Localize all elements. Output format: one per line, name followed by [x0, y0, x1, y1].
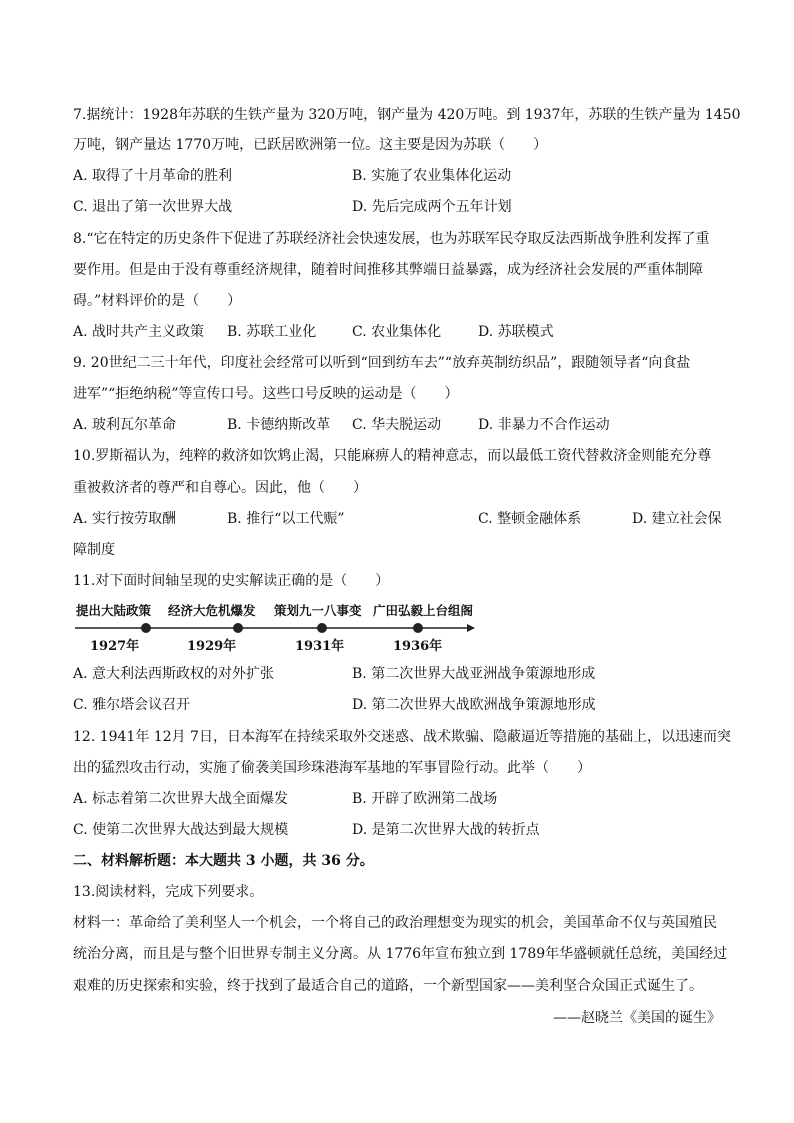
timeline-dot	[317, 623, 327, 633]
q8-stem-line2: 要作用。但是由于没有尊重经济规律，随着时间推移其弊端日益暴露，成为经济社会发展的严重体制障	[73, 262, 703, 278]
q7-option-c: C. 退出了第一次世界大战	[73, 199, 233, 215]
q8-option-b: B. 苏联工业化	[227, 324, 317, 340]
q9-option-c: C. 华夫脱运动	[352, 417, 442, 433]
q10-option-d-continued: 障制度	[73, 542, 115, 558]
q9-option-d: D. 非暴力不合作运动	[478, 417, 610, 433]
timeline-event-label: 广田弘毅上台组阁	[373, 603, 474, 618]
q10-option-c: C. 整顿金融体系	[478, 511, 582, 527]
q12-option-b: B. 开辟了欧洲第二战场	[352, 791, 498, 807]
timeline-event-label: 经济大危机爆发	[168, 603, 256, 618]
q11-option-c: C. 雅尔塔会议召开	[73, 697, 191, 713]
q11-option-b: B. 第二次世界大战亚洲战争策源地形成	[352, 666, 596, 682]
q7-option-b: B. 实施了农业集体化运动	[352, 168, 512, 184]
q10-option-a: A. 实行按劳取酬	[73, 511, 177, 527]
q12-option-a: A. 标志着第二次世界大战全面爆发	[73, 791, 289, 807]
q12-option-c: C. 使第二次世界大战达到最大规模	[73, 822, 289, 838]
q10-stem-line1: 10.罗斯福认为，纯粹的救济如饮鸩止渴，只能麻痹人的精神意志，而以最低工资代替救济金则能充分尊	[73, 448, 712, 464]
q13-material-line2: 统治分离，而且是与整个旧世界专制主义分离。从 1776年宣布独立到 1789年华盛顿就任总统，美国经过	[73, 946, 728, 962]
q13-material-line1: 材料一：革命给了美利坚人一个机会，一个将自己的政治理想变为现实的机会，美国革命不仅与英国殖民	[73, 915, 717, 931]
q10-option-b: B. 推行“以工代赈”	[227, 511, 345, 527]
timeline-event-label: 提出大陆政策	[76, 603, 152, 618]
q7-stem-line2: 万吨，钢产量达 1770万吨，已跃居欧洲第一位。这主要是因为苏联（ ）	[73, 137, 548, 153]
section-heading: 二、材料解析题：本大题共 3 小题，共 36 分。	[73, 853, 374, 869]
q9-stem-line2: 进军”“拒绝纳税”等宣传口号。这些口号反映的运动是（ ）	[73, 386, 459, 402]
timeline-year-label: 1931年	[295, 639, 345, 654]
q13-material-line3: 艰难的历史探索和实验，终于找到了最适合自己的道路，一个新型国家——美利坚合众国正式诞生了。	[73, 978, 703, 994]
timeline-event-label: 策划九一八事变	[274, 603, 362, 618]
q12-option-d: D. 是第二次世界大战的转折点	[352, 822, 540, 838]
q13-source-citation: ——赵晓兰《美国的诞生》	[553, 1010, 721, 1026]
timeline-dot	[413, 623, 423, 633]
q12-stem-line1: 12. 1941年 12月 7日，日本海军在持续采取外交迷惑、战术欺骗、隐蔽逼近等措施的基础上，以迅速而突	[73, 729, 731, 745]
q8-option-d: D. 苏联模式	[478, 324, 554, 340]
q8-stem-line3: 碍。”材料评价的是（ ）	[73, 293, 242, 309]
q11-option-a: A. 意大利法西斯政权的对外扩张	[73, 666, 275, 682]
q7-option-d: D. 先后完成两个五年计划	[352, 199, 512, 215]
q8-stem-line1: 8.“它在特定的历史条件下促进了苏联经济社会快速发展，也为苏联军民夺取反法西斯战争胜利发挥了重	[73, 231, 710, 247]
q13-stem: 13.阅读材料，完成下列要求。	[73, 884, 264, 900]
q11-stem-line1: 11.对下面时间轴呈现的史实解读正确的是（ ）	[73, 573, 390, 589]
q7-option-a: A. 取得了十月革命的胜利	[73, 168, 233, 184]
q10-option-d: D. 建立社会保	[632, 511, 722, 527]
timeline-dot	[141, 623, 151, 633]
q9-stem-line1: 9. 20世纪二三十年代，印度社会经常可以听到“回到纺车去”“放弃英制纺织品”，跟随领导者“向食盐	[73, 355, 691, 371]
q8-option-c: C. 农业集体化	[352, 324, 442, 340]
q12-stem-line2: 出的猛烈攻击行动，实施了偷袭美国珍珠港海军基地的军事冒险行动。此举（ ）	[73, 760, 591, 776]
timeline-year-label: 1936年	[393, 639, 443, 654]
q8-option-a: A. 战时共产主义政策	[73, 324, 205, 340]
timeline-arrowhead	[467, 624, 475, 632]
q9-option-a: A. 玻利瓦尔革命	[73, 417, 177, 433]
timeline-dot	[233, 623, 243, 633]
timeline-year-label: 1927年	[90, 639, 140, 654]
q7-stem-line1: 7.据统计：1928年苏联的生铁产量为 320万吨，钢产量为 420万吨。到 1937年，苏联的生铁产量为 1450	[73, 107, 741, 123]
q9-option-b: B. 卡德纳斯改革	[227, 417, 331, 433]
q10-stem-line2: 重被救济者的尊严和自尊心。因此，他（ ）	[73, 480, 367, 496]
q11-option-d: D. 第二次世界大战欧洲战争策源地形成	[352, 697, 596, 713]
timeline-year-label: 1929年	[187, 639, 237, 654]
